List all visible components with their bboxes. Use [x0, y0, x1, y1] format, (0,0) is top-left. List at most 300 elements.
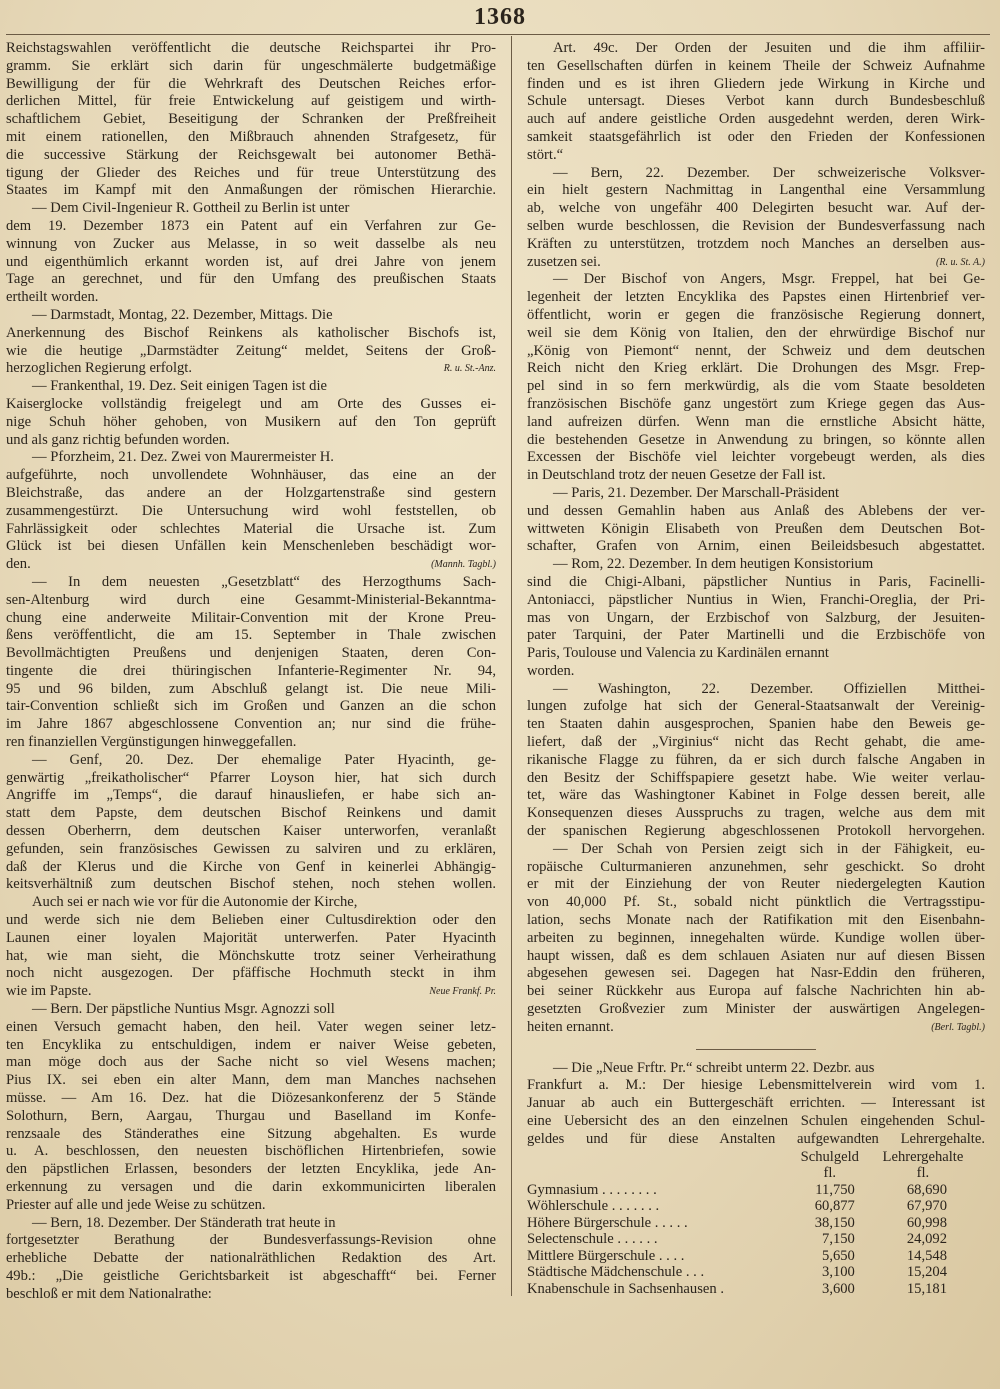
line-text: — Frankenthal, 19. Dez. Seit einigen Tagen ist die	[32, 378, 327, 395]
line-text: — Der Bischof von Angers, Msgr. Freppel, hat bei Ge-	[553, 271, 985, 288]
line-text: noch nicht ausgezogen. Der pfäffische Hochmuth steckt in ihm	[6, 965, 496, 982]
table-header-school	[527, 1149, 791, 1166]
line-text: — Bern. Der päpstliche Nuntius Msgr. Agnozzi soll	[32, 1001, 335, 1018]
text-line	[6, 1286, 496, 1304]
text-line	[527, 1095, 985, 1113]
line-text: Reichstagswahlen veröffentlicht die deutsche Reichspartei ihr Pro-	[6, 40, 496, 56]
text-line	[527, 823, 985, 841]
line-text: beschloß er mit dem Nationalrathe:	[6, 1285, 212, 1302]
line-text: den Besitz der Schiffspapiere gesetzt habe. Wie weiter verlau-	[527, 769, 985, 786]
source-attribution: (Mannh. Tagbl.)	[431, 559, 496, 571]
line-text: zusammengestürzt. Die Untersuchung wird wohl feststellen, ob	[6, 502, 496, 519]
text-line	[527, 983, 985, 1001]
schulgeld-cell: 5,650	[822, 1247, 855, 1264]
line-text: Fahrlässigkeit oder schlechtes Material die Ursache ist. Zum	[6, 520, 496, 537]
text-line	[527, 414, 985, 432]
line-text: tingente die drei thüringischen Infanterie-Regimenter Nr. 94,	[6, 662, 496, 679]
school-name-text: Selectenschule	[527, 1231, 614, 1248]
line-text: aufgeführte, noch unvollendete Wohnhäuser, das eine an der	[6, 467, 496, 484]
text-line	[6, 1126, 496, 1144]
line-text: ren finanziellen Vergünstigungen hinweggefallen.	[6, 734, 297, 751]
text-line	[6, 930, 496, 948]
line-text: — Dem Civil-Ingenieur R. Gottheil zu Berlin ist unter	[32, 200, 350, 217]
text-line	[527, 681, 985, 699]
table-header-schulgeld: Schulgeld	[800, 1148, 859, 1165]
line-text: dem 19. Dezember 1873 ein Patent auf ein Verfahren zur Ge-	[6, 217, 496, 234]
text-line	[527, 254, 985, 272]
text-line	[527, 734, 985, 752]
table-header-row	[527, 1149, 977, 1166]
text-line	[6, 752, 496, 770]
line-text: Kaiserglocke vollständig freigelegt und am Orte des Gusses ei-	[6, 395, 496, 412]
text-line	[6, 93, 496, 111]
line-text: Solothurn, Bern, Aargau, Thurgau und Baselland im Konfe-	[6, 1107, 496, 1124]
text-line	[6, 610, 496, 628]
line-text: chung eine anderweite Militair-Convention mit der Krone Preu-	[6, 609, 496, 626]
line-text: — Der Schah von Persien zeigt sich in der Fähigkeit, eu-	[553, 840, 985, 857]
line-text: selben wurde beschlossen, die Revision der Bundesverfassung nach	[527, 217, 985, 234]
text-line	[6, 271, 496, 289]
school-name	[527, 1215, 791, 1232]
text-line	[6, 485, 496, 503]
text-line	[527, 930, 985, 948]
line-text: statt dem Papste, dem deutschen Bischof Reinkens und damit	[6, 805, 496, 822]
text-line	[6, 414, 496, 432]
text-line	[527, 1131, 985, 1149]
text-line	[6, 1108, 496, 1126]
text-line	[527, 592, 985, 610]
text-line	[527, 40, 985, 58]
text-line	[527, 76, 985, 94]
table-row	[527, 1264, 977, 1281]
lehrergehalte-cell: 15,181	[906, 1280, 947, 1297]
line-text: — Bern, 22. Dezember. Der schweizerische Volksver-	[553, 164, 985, 181]
line-text: die bestehenden Gesetze in Anwendung zu bringen, so könnte allen	[527, 431, 985, 448]
text-line	[6, 894, 496, 912]
line-text: dessen Oberherrn, dem deutschen Kaiser unterworfen, veranlaßt	[6, 823, 496, 840]
right-column	[527, 40, 985, 1297]
table-unit-schulgeld: fl.	[823, 1165, 837, 1182]
text-line	[527, 467, 985, 485]
left-column	[6, 40, 496, 1304]
table-header-lehrergehalte: Lehrergehalte	[882, 1148, 964, 1165]
text-line	[527, 503, 985, 521]
line-text: tair-Convention schließt sich im Großen und Ganzen an die schon	[6, 698, 496, 715]
source-attribution: R. u. St.-Anz.	[443, 363, 496, 375]
line-text: abgesehen gewesen sei. Dagegen hat Nasr-Eddin den früheren,	[527, 965, 985, 982]
text-line	[527, 698, 985, 716]
text-line	[6, 787, 496, 805]
line-text: ertheilt worden.	[6, 289, 99, 306]
line-text: sind die Chigi-Albani, päpstlicher Nuntius in Paris, Facinelli-	[527, 573, 985, 590]
table-row	[527, 1231, 977, 1248]
text-line	[527, 787, 985, 805]
text-line	[527, 289, 985, 307]
text-line	[6, 1197, 496, 1215]
text-line	[6, 823, 496, 841]
text-line	[527, 663, 985, 681]
line-text: — Darmstadt, Montag, 22. Dezember, Mittags. Die	[32, 306, 333, 323]
school-name-text: Gymnasium	[527, 1181, 599, 1198]
line-text: Paris, Toulouse und Valencia zu Kardinälen ernannt	[527, 645, 829, 662]
line-text: Anerkennung des Bischof Reinkens als katholischer Bischofs ist,	[6, 324, 496, 341]
lehrergehalte-cell: 14,548	[906, 1247, 947, 1264]
text-line	[6, 236, 496, 254]
source-attribution: Neue Frankf. Pr.	[429, 986, 496, 998]
text-line	[6, 289, 496, 307]
table-row	[527, 1198, 977, 1215]
schulgeld-cell: 38,150	[814, 1214, 855, 1231]
text-line	[527, 307, 985, 325]
line-text: fortgesetzter Berathung der Bundesverfassungs-Revision ohne	[6, 1232, 496, 1249]
line-text: liefert, daß der „Virginius“ nicht das Recht gehabt, die ame-	[527, 734, 985, 751]
text-line	[6, 1179, 496, 1197]
text-line	[6, 129, 496, 147]
header-rule	[6, 34, 990, 35]
text-line	[527, 200, 985, 218]
text-line	[527, 538, 985, 556]
line-text: gefunden, sein französisches Gewissen zu salviren und zu erklären,	[6, 840, 496, 857]
line-text: samkeit staatsgefährlich ist oder den Frieden der Konfessionen	[527, 128, 985, 145]
school-name-text: Städtische Mädchenschule	[527, 1264, 683, 1281]
text-line	[6, 556, 496, 574]
line-text: — Paris, 21. Dezember. Der Marschall-Präsident	[553, 484, 840, 501]
line-text: mit einem rationellen, den Mißbrauch ahnenden Strafgesetz, für	[6, 128, 496, 145]
text-line	[6, 876, 496, 894]
line-text: Art. 49c. Der Orden der Jesuiten und die ihm affiliir-	[553, 40, 985, 56]
lehrergehalte-cell: 24,092	[906, 1231, 947, 1248]
line-text: französischen Bischöfe ganz ungestört zum Kriege gegen das Aus-	[527, 395, 985, 412]
lehrergehalte-cell: 15,204	[906, 1264, 947, 1281]
line-text: geldes und für diese Anstalten aufgewandten Lehrergehalte.	[527, 1130, 985, 1147]
text-line	[6, 1090, 496, 1108]
line-text: renzsaale des Ständerathes eine Sitzung abgehalten. Es wurde	[6, 1125, 496, 1142]
text-line	[527, 165, 985, 183]
text-line	[527, 449, 985, 467]
line-text: wie im Papste.	[6, 983, 92, 1000]
text-line	[527, 1001, 985, 1019]
text-line	[527, 58, 985, 76]
line-text: eine Uebersicht des an den einzelnen Schulen eingehenden Schul-	[527, 1113, 985, 1130]
text-line	[6, 841, 496, 859]
text-line	[6, 1268, 496, 1286]
table-body	[527, 1182, 977, 1298]
text-line	[527, 111, 985, 129]
line-text: — Pforzheim, 21. Dez. Zwei von Maurermeister H.	[32, 449, 334, 466]
source-attribution: (Berl. Tagbl.)	[931, 1021, 985, 1033]
line-text: in Deutschland trotz der neuen Gesetze der Fall ist.	[527, 467, 826, 484]
line-text: Glück ist bei diesen Unfällen kein Menschenleben beschädigt wor-	[6, 538, 496, 555]
school-name-text: Mittlere Bürgerschule	[527, 1247, 656, 1264]
text-line	[527, 396, 985, 414]
text-line	[527, 770, 985, 788]
text-line	[6, 40, 496, 58]
line-text: — Rom, 22. Dezember. In dem heutigen Konsistorium	[553, 556, 874, 573]
leader-dots: .	[720, 1280, 724, 1297]
school-name	[527, 1198, 791, 1215]
text-line	[527, 556, 985, 574]
line-text: hat, wie man sieht, die Mönchskutte trotz seiner Verheirathung	[6, 947, 496, 964]
text-line	[6, 698, 496, 716]
line-text: gesetzten Großvezier zum Minister der auswärtigen Angelegen-	[527, 1001, 985, 1018]
text-line	[527, 325, 985, 343]
text-line	[6, 521, 496, 539]
text-line	[6, 1054, 496, 1072]
text-line	[6, 645, 496, 663]
line-text: — Genf, 20. Dez. Der ehemalige Pater Hyacinth, ge-	[32, 751, 496, 768]
text-line	[527, 93, 985, 111]
leader-dots: . . .	[685, 1264, 705, 1281]
text-line	[527, 574, 985, 592]
line-text: einen Versuch gemacht haben, den heil. Vater wegen seiner letz-	[6, 1018, 496, 1035]
text-line	[6, 627, 496, 645]
line-text: Auch sei er nach wie vor für die Autonomie der Kirche,	[32, 894, 358, 911]
text-line	[6, 360, 496, 378]
line-text: sen-Altenburg wird durch eine Gesammt-Ministerial-Bekanntma-	[6, 591, 496, 608]
text-line	[527, 182, 985, 200]
text-line	[6, 948, 496, 966]
text-line	[6, 1232, 496, 1250]
line-text: Angriffe im „Temps“, die darauf hinausliefen, er habe sich an-	[6, 787, 496, 804]
line-text: keitsverhältniß zum deutschen Bischof stehen, noch stehen wollen.	[6, 876, 496, 893]
line-text: finden und es ist ihren Gliedern jede Wirkung in Kirche und	[527, 75, 985, 92]
text-line	[527, 965, 985, 983]
text-line	[6, 111, 496, 129]
text-line	[6, 965, 496, 983]
line-text: den.	[6, 556, 31, 573]
line-text: Tage an gerechnet, und für den Umfang des preußischen Staats	[6, 271, 496, 288]
text-line	[6, 538, 496, 556]
text-line	[6, 859, 496, 877]
text-line	[527, 610, 985, 628]
leader-dots: . . . . . . .	[611, 1198, 660, 1215]
text-line	[527, 627, 985, 645]
page-number: 1368	[474, 4, 526, 30]
line-text: tigung der Glieder des Reiches und für treue Unterstützung des	[6, 164, 496, 181]
line-text: — In dem neuesten „Gesetzblatt“ des Herzogthums Sach-	[32, 573, 496, 590]
text-line	[6, 574, 496, 592]
line-text: schafter, Grafen von Arnim, einen Beileidsbesuch abgestattet.	[527, 538, 985, 555]
text-line	[527, 1019, 985, 1037]
text-line	[527, 236, 985, 254]
line-text: — Bern, 18. Dezember. Der Ständerath trat heute in	[32, 1214, 336, 1231]
section-rule	[696, 1049, 816, 1050]
text-line	[6, 76, 496, 94]
schulgeld-cell: 60,877	[814, 1198, 855, 1215]
text-line	[6, 467, 496, 485]
table-units-row	[527, 1165, 977, 1182]
school-name-text: Knabenschule in Sachsenhausen	[527, 1280, 717, 1297]
line-text: und als ganz richtig befunden worden.	[6, 431, 230, 448]
line-text: man möge doch aus der Sache nicht so viel Wesens machen;	[6, 1054, 496, 1071]
column-divider	[511, 36, 512, 1296]
line-text: von 40,000 Pf. St., sobald nicht pünktlich die Vertragsstipu-	[527, 894, 985, 911]
text-line	[527, 894, 985, 912]
line-text: mas von Ungarn, der Erzbischof von Salzburg, der Jesuiten-	[527, 609, 985, 626]
line-text: wie die heutige „Darmstädter Zeitung“ meldet, Seitens der Groß-	[6, 342, 496, 359]
text-line	[527, 147, 985, 165]
line-text: auch auf andere geistliche Orden ausgedehnt werden, deren Wirk-	[527, 111, 985, 128]
lehrergehalte-cell: 67,970	[906, 1198, 947, 1215]
text-line	[6, 147, 496, 165]
line-text: worden.	[527, 662, 575, 679]
line-text: Staates im Kampf mit den Anmaßungen der römischen Hierarchie.	[6, 182, 496, 199]
line-text: rikanische Flagge zu führen, da er sich durch falsche Angaben in	[527, 751, 985, 768]
line-text: haupt wissen, daß es dem schlauen Asiaten nur auf diesen Bissen	[527, 947, 985, 964]
leader-dots: . . . . .	[654, 1214, 688, 1231]
line-text: müsse. — Am 16. Dez. hat die Diözesankonferenz der 5 Stände	[6, 1090, 496, 1107]
line-text: erhebliche Debatte der nationalräthlichen Redaktion des Art.	[6, 1250, 496, 1267]
school-name	[527, 1281, 791, 1298]
line-text: winnung von Zucker aus Melasse, in so weit dasselbe als neu	[6, 235, 496, 252]
line-text: weil sie dem König von Italien, den der ehrwürdige Bischof nur	[527, 324, 985, 341]
text-line	[527, 432, 985, 450]
line-text: Antoniacci, päpstlicher Nuntius in Wien, Franchi-Oreglia, der Pri-	[527, 591, 985, 608]
line-text: nige Schuh höher gehoben, von Musikern auf den Ton geprüft	[6, 413, 496, 430]
leader-dots: . . . . . .	[617, 1231, 658, 1248]
text-line	[527, 752, 985, 770]
line-text: Bleichstraße, das andere an der Holzgartenstraße sind gestern	[6, 484, 496, 501]
text-line	[527, 485, 985, 503]
text-line	[527, 360, 985, 378]
line-text: — Washington, 22. Dezember. Offiziellen Mitthei-	[553, 680, 985, 697]
line-text: Priester auf alle und jede Weise zu schützen.	[6, 1196, 266, 1213]
line-text: gramm. Sie erklärt sich darin für ungeschmälerte budgetmäßige	[6, 57, 496, 74]
schulgeld-cell: 3,100	[822, 1264, 855, 1281]
line-text: schaftlichem Gebiet, Beseitigung der Schranken der Preßfreiheit	[6, 111, 496, 128]
table-unit-lehrergehalte: fl.	[916, 1165, 930, 1182]
line-text: Bewilligung der für die Wehrkraft des Deutschen Reiches erfor-	[6, 75, 496, 92]
text-line	[6, 805, 496, 823]
school-name	[527, 1231, 791, 1248]
line-text: ab, welche von ungefähr 400 Delegirten besucht war. Auf der-	[527, 200, 985, 217]
text-line	[6, 254, 496, 272]
text-line	[527, 805, 985, 823]
school-name	[527, 1182, 791, 1199]
text-line	[6, 681, 496, 699]
line-text: tet, wäre das Washingtoner Kabinet in Folge dessen bereit, alle	[527, 787, 985, 804]
line-text: öffentlicht, worin er gegen die französische Regierung donnert,	[527, 306, 985, 323]
text-line	[527, 129, 985, 147]
text-line	[6, 734, 496, 752]
line-text: die successive Stärkung der Reichsgewalt bei autonomer Bethä-	[6, 146, 496, 163]
line-text: derlichen Mittel, für freie Entwickelung auf geistigem und wirth-	[6, 93, 496, 110]
text-line	[527, 1113, 985, 1131]
table-row	[527, 1215, 977, 1232]
text-line	[6, 325, 496, 343]
text-line	[6, 449, 496, 467]
line-text: Bevollmächtigten Preußens und denjenigen Staaten, deren Con-	[6, 645, 496, 662]
text-line	[527, 912, 985, 930]
table-row	[527, 1248, 977, 1265]
text-line	[527, 271, 985, 289]
line-text: Launen einer loyalen Majorität unterwerfen. Pater Hyacinth	[6, 929, 496, 946]
text-line	[6, 503, 496, 521]
line-text: legenheit der letzten Encyklika des Papstes einen Hirtenbrief ver-	[527, 289, 985, 306]
text-line	[6, 983, 496, 1001]
leader-dots: . . . .	[658, 1247, 685, 1264]
text-line	[6, 378, 496, 396]
text-line	[527, 948, 985, 966]
school-name-text: Höhere Bürgerschule	[527, 1214, 652, 1231]
text-line	[6, 592, 496, 610]
school-name-text: Wöhlerschule	[527, 1198, 609, 1215]
line-text: daß der Klerus und die Kirche von Genf in keinerlei Abhängig-	[6, 858, 496, 875]
line-text: herzoglichen Regierung erfolgt.	[6, 360, 192, 377]
table-row	[527, 1182, 977, 1199]
text-line	[527, 1060, 985, 1078]
line-text: ein hielt gestern Nachmittag in Langenthal eine Versammlung	[527, 182, 985, 199]
text-line	[6, 165, 496, 183]
text-line	[6, 218, 496, 236]
line-text: Frankfurt a. M.: Der hiesige Lebensmittelverein wird vom 1.	[527, 1077, 985, 1094]
text-line	[6, 1215, 496, 1233]
line-text: „König von Piemont“ nennt, der Schweiz und dem deutschen	[527, 342, 985, 359]
line-text: er mit der Einziehung der von Reuter niedergelegten Kaution	[527, 876, 985, 893]
line-text: 49b.: „Die geistliche Gerichtsbarkeit ist abgeschafft“ bei. Ferner	[6, 1267, 496, 1284]
line-text: pater Tarquini, der Pater Martinelli und die Erzbischöfe von	[527, 627, 985, 644]
lehrergehalte-cell: 60,998	[906, 1214, 947, 1231]
line-text: ropäische Culturmanieren anzunehmen, sehr geschickt. So droht	[527, 858, 985, 875]
line-text: Januar ab auch ein Buttergeschäft errichten. — Interessant ist	[527, 1095, 985, 1112]
text-line	[527, 1077, 985, 1095]
line-text: und werde sich nie dem Belieben einer Cultusdirektion oder den	[6, 912, 496, 929]
text-line	[6, 396, 496, 414]
line-text: — Die „Neue Frftr. Pr.“ schreibt unterm 22. Dezbr. aus	[553, 1059, 875, 1076]
text-line	[527, 645, 985, 663]
text-line	[6, 1143, 496, 1161]
text-line	[6, 1250, 496, 1268]
line-text: der spanischen Regierung abgeschlossenen Protokoll hervorgehen.	[527, 823, 985, 840]
text-line	[527, 716, 985, 734]
text-line	[6, 343, 496, 361]
line-text: Reich nicht den Krieg erklärt. Die Drohungen des Msgr. Frep-	[527, 360, 985, 377]
line-text: arbeiten zu beginnen, innegehalten würde. Kundige wollen über-	[527, 929, 985, 946]
text-line	[6, 58, 496, 76]
text-line	[6, 1161, 496, 1179]
text-line	[6, 200, 496, 218]
line-text: lation, sechs Monate nach der Ratifikation mit den Eisenbahn-	[527, 912, 985, 929]
text-line	[527, 859, 985, 877]
text-line	[6, 1037, 496, 1055]
line-text: Kräften zu unterstützen, trotzdem noch Manches an derselben aus-	[527, 235, 985, 252]
schulgeld-cell: 11,750	[815, 1181, 855, 1198]
schulgeld-cell: 3,600	[822, 1280, 855, 1297]
text-line	[6, 1072, 496, 1090]
line-text: und dessen Gemahlin haben aus Anlaß des Ablebens der ver-	[527, 502, 985, 519]
line-text: u. A. beschlossen, den neuesten bischöflichen Hirtenbriefen, sowie	[6, 1143, 496, 1160]
line-text: pel sind in so fern merkwürdig, als die vom Staate besoldeten	[527, 378, 985, 395]
line-text: den päpstlichen Erlassen, besonders der letzten Encyklika, jede An-	[6, 1161, 496, 1178]
line-text: land aufreizen dürfen. Wenn man die ernstliche Absicht hätte,	[527, 413, 985, 430]
text-line	[6, 1001, 496, 1019]
text-line	[6, 1019, 496, 1037]
school-name	[527, 1248, 791, 1265]
source-attribution: (R. u. St. A.)	[936, 256, 985, 268]
text-line	[6, 716, 496, 734]
school-fees-table	[527, 1149, 977, 1298]
text-line	[6, 663, 496, 681]
text-line	[6, 182, 496, 200]
text-line	[527, 218, 985, 236]
right-column-articles	[527, 40, 985, 1037]
text-line	[527, 521, 985, 539]
line-text: ten Gesellschaften dürfen in keinem Theile der Schweiz Aufnahme	[527, 57, 985, 74]
schulgeld-cell: 7,150	[822, 1231, 855, 1248]
text-line	[527, 343, 985, 361]
line-text: genwärtig „freikatholischer“ Pfarrer Loyson hier, hat sich durch	[6, 769, 496, 786]
frankfurt-article	[527, 1060, 985, 1149]
